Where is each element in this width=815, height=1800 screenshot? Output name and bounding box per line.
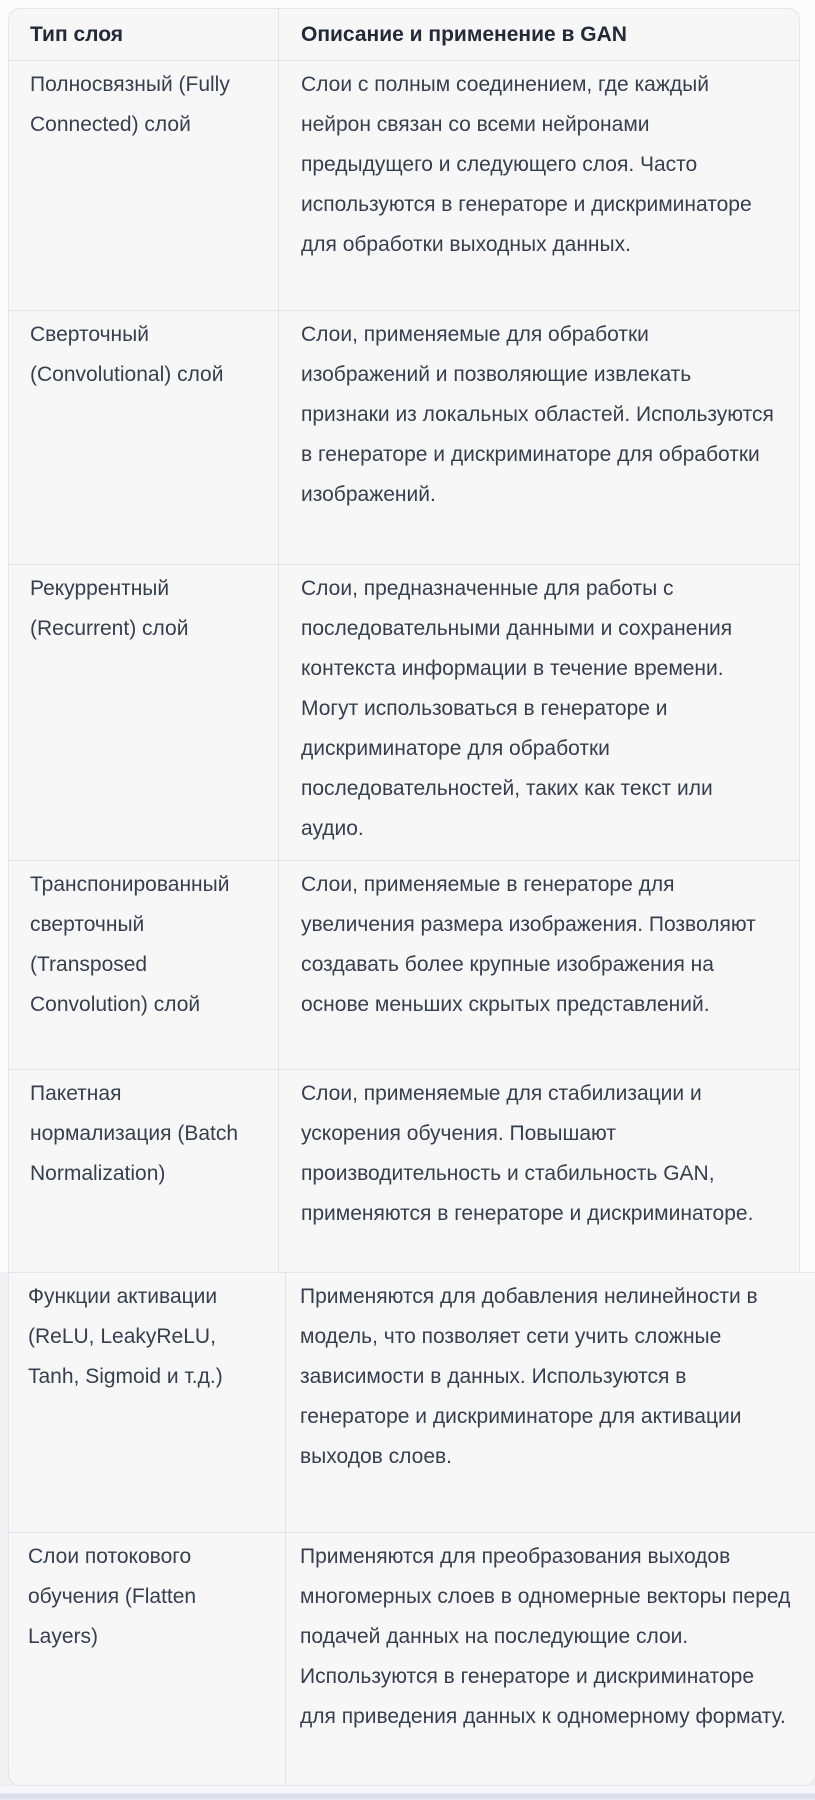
page-gap-strip [0, 1786, 815, 1793]
table-capture-lower [0, 1272, 815, 1800]
cell-description: Слои, применяемые для обработки изображений и позволяющие извлекать признаки из локальных областей. Используются в генераторе и дискриминаторе для обработки изображений. [279, 311, 799, 565]
cell-layer-type: Слои потокового обучения (Flatten Layers) [9, 1533, 286, 1785]
next-element-top-edge [0, 1793, 815, 1800]
cell-description: Слои, применяемые в генераторе для увеличения размера изображения. Позволяют создавать более крупные изображения на основе меньших скрытых представлений. [279, 861, 799, 1070]
cell-layer-type: Транспонированный сверточный (Transposed Convolution) слой [9, 861, 279, 1070]
cell-description: Применяются для преобразования выходов многомерных слоев в одномерные векторы перед подачей данных на последующие слои. Используются в генераторе и дискриминаторе для приведения данных к одномерному формату. [300, 1545, 791, 1728]
table-header-row [9, 9, 799, 61]
column-header-description: Описание и применение в GAN [279, 9, 799, 61]
gan-layers-table-upper [8, 8, 800, 1272]
table-row [9, 311, 799, 565]
gan-layers-table-lower [8, 1272, 815, 1786]
column-header-layer-type: Тип слоя [9, 9, 279, 61]
cell-layer-type: Полносвязный (Fully Connected) слой [9, 61, 279, 311]
cell-layer-type: Пакетная нормализация (Batch Normalization) [9, 1070, 279, 1272]
table-row [9, 61, 799, 311]
cell-layer-type: Рекуррентный (Recurrent) слой [9, 565, 279, 861]
cell-description: Применяются для добавления нелинейности в модель, что позволяет сети учить сложные зависимости в данных. Используются в генераторе и дискриминаторе для активации выходов слоев. [286, 1273, 815, 1533]
table-row [9, 1273, 815, 1533]
cell-layer-type: Функции активации (ReLU, LeakyReLU, Tanh, Sigmoid и т.д.) [9, 1273, 286, 1533]
cell-description: Слои, предназначенные для работы с последовательными данными и сохранения контекста информации в течение времени. Могут использоваться в генераторе и дискриминаторе для обработки последовательностей, таких как текст или аудио. [279, 565, 799, 861]
cell-layer-type: Сверточный (Convolutional) слой [9, 311, 279, 565]
table-row [9, 565, 799, 861]
table-row [9, 861, 799, 1070]
cell-description: Слои, применяемые для стабилизации и ускорения обучения. Повышают производительность и стабильность GAN, применяются в генераторе и дискриминаторе. [301, 1082, 754, 1225]
cell-description: Слои с полным соединением, где каждый нейрон связан со всеми нейронами предыдущего и следующего слоя. Часто используются в генераторе и дискриминаторе для обработки выходных данных. [279, 61, 799, 311]
table-row [9, 1533, 815, 1785]
table-row [9, 1070, 799, 1272]
